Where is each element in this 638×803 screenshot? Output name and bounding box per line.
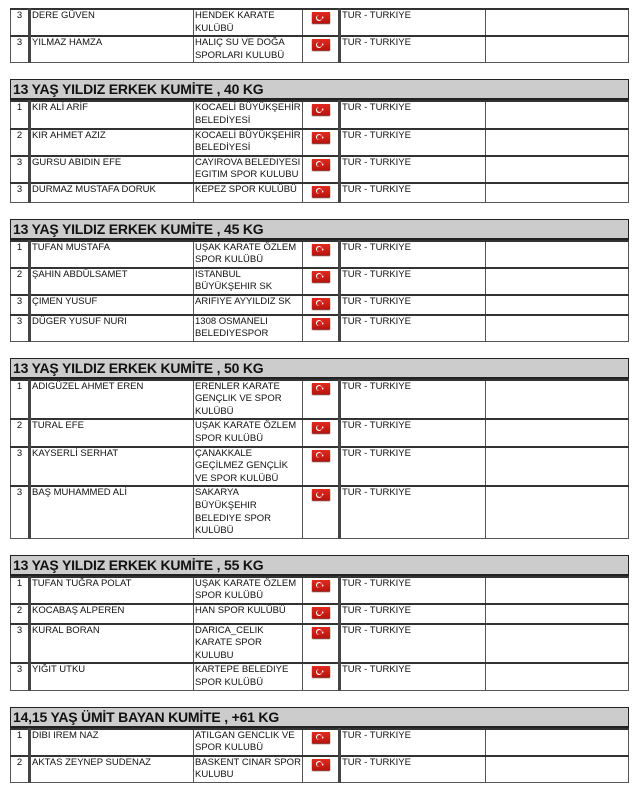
club-cell: UŞAK KARATE ÖZLEM SPOR KULÜBÜ (194, 241, 303, 268)
rank-cell: 1 (11, 577, 30, 604)
table-row (11, 604, 629, 624)
empty-cell (486, 101, 629, 128)
turkey-flag-icon (312, 298, 330, 309)
club-cell: HAN SPOR KULÜBÜ (194, 604, 303, 624)
table-row (11, 663, 629, 690)
category-header: 13 YAŞ YILDIZ ERKEK KUMİTE , 50 KG (10, 358, 629, 379)
flag-cell (303, 624, 340, 664)
athlete-name-cell: TUFAN TUĞRA POLAT (30, 577, 194, 604)
rank-cell: 3 (11, 663, 30, 690)
flag-cell (303, 295, 340, 315)
section-gap (10, 63, 629, 79)
empty-cell (486, 268, 629, 295)
table-row (11, 729, 629, 756)
results-table (10, 100, 629, 202)
rank-cell: 3 (11, 295, 30, 315)
turkey-flag-icon (312, 104, 330, 115)
section-gap (10, 539, 629, 555)
table-row (11, 156, 629, 183)
flag-cell (303, 663, 340, 690)
rank-cell: 2 (11, 129, 30, 156)
results-table (10, 8, 629, 63)
category-section (10, 555, 629, 691)
flag-cell (303, 756, 340, 783)
empty-cell (486, 447, 629, 487)
club-cell: CAYIROVA BELEDIYESI EGITIM SPOR KULUBU (194, 156, 303, 183)
athlete-name-cell: DERE GÜVEN (30, 9, 194, 36)
turkey-flag-icon (312, 666, 330, 677)
table-row (11, 315, 629, 342)
country-cell: TUR - TURKIYE (340, 156, 486, 183)
table-row (11, 419, 629, 446)
club-cell: UŞAK KARATE ÖZLEM SPOR KULÜBÜ (194, 419, 303, 446)
empty-cell (486, 241, 629, 268)
rank-cell: 2 (11, 268, 30, 295)
turkey-flag-icon (312, 383, 330, 394)
flag-cell (303, 9, 340, 36)
empty-cell (486, 36, 629, 63)
turkey-flag-icon (312, 607, 330, 618)
athlete-name-cell: BAŞ MUHAMMED ALİ (30, 486, 194, 538)
empty-cell (486, 663, 629, 690)
rank-cell: 2 (11, 604, 30, 624)
club-cell: SAKARYA BÜYÜKŞEHIR BELEDIYE SPOR KULÜBÜ (194, 486, 303, 538)
turkey-flag-icon (312, 627, 330, 638)
rank-cell: 3 (11, 315, 30, 342)
club-cell: KARTEPE BELEDIYE SPOR KULÜBÜ (194, 663, 303, 690)
club-cell: ARIFIYE AYYILDIZ SK (194, 295, 303, 315)
turkey-flag-icon (312, 39, 330, 50)
turkey-flag-icon (312, 132, 330, 143)
results-table (10, 728, 629, 783)
empty-cell (486, 295, 629, 315)
rank-cell: 1 (11, 101, 30, 128)
rank-cell: 1 (11, 241, 30, 268)
empty-cell (486, 624, 629, 664)
flag-cell (303, 380, 340, 420)
section-gap (10, 203, 629, 219)
table-row (11, 268, 629, 295)
athlete-name-cell: GURSU ABIDIN EFE (30, 156, 194, 183)
category-section (10, 79, 629, 202)
rank-cell: 2 (11, 756, 30, 783)
turkey-flag-icon (312, 12, 330, 23)
country-cell: TUR - TURKIYE (340, 183, 486, 202)
table-row (11, 295, 629, 315)
turkey-flag-icon (312, 450, 330, 461)
athlete-name-cell: DURMAZ MUSTAFA DORUK (30, 183, 194, 202)
empty-cell (486, 577, 629, 604)
country-cell: TUR - TURKIYE (340, 756, 486, 783)
rank-cell: 3 (11, 9, 30, 36)
athlete-name-cell: AKTAS ZEYNEP SUDENAZ (30, 756, 194, 783)
rank-cell: 1 (11, 729, 30, 756)
club-cell: KEPEZ SPOR KULÜBÜ (194, 183, 303, 202)
country-cell: TUR - TURKIYE (340, 729, 486, 756)
athlete-name-cell: KOCABAŞ ALPEREN (30, 604, 194, 624)
empty-cell (486, 756, 629, 783)
flag-cell (303, 486, 340, 538)
athlete-name-cell: ÇIMEN YUSUF (30, 295, 194, 315)
flag-cell (303, 129, 340, 156)
category-section (10, 358, 629, 539)
flag-cell (303, 604, 340, 624)
country-cell: TUR - TURKIYE (340, 604, 486, 624)
athlete-name-cell: KAYSERLİ SERHAT (30, 447, 194, 487)
club-cell: KOCAELİ BÜYÜKŞEHİR BELEDİYESİ (194, 129, 303, 156)
turkey-flag-icon (312, 159, 330, 170)
country-cell: TUR - TURKIYE (340, 486, 486, 538)
club-cell: 1308 OSMANELI BELEDIYESPOR (194, 315, 303, 342)
country-cell: TUR - TURKIYE (340, 419, 486, 446)
athlete-name-cell: ADIGÜZEL AHMET EREN (30, 380, 194, 420)
club-cell: DARICA_CELIK KARATE SPOR KULUBU (194, 624, 303, 664)
table-row (11, 577, 629, 604)
club-cell: HALIÇ SU VE DOĞA SPORLARI KULUBÜ (194, 36, 303, 63)
country-cell: TUR - TURKIYE (340, 129, 486, 156)
club-cell: ISTANBUL BÜYÜKŞEHIR SK (194, 268, 303, 295)
turkey-flag-icon (312, 186, 330, 197)
athlete-name-cell: KURAL BORAN (30, 624, 194, 664)
club-cell: UŞAK KARATE ÖZLEM SPOR KULÜBÜ (194, 577, 303, 604)
athlete-name-cell: ŞAHIN ABDÜLSAMET (30, 268, 194, 295)
athlete-name-cell: YIĞIT UTKU (30, 663, 194, 690)
results-document (10, 8, 629, 783)
category-section (10, 707, 629, 783)
country-cell: TUR - TURKIYE (340, 241, 486, 268)
flag-cell (303, 577, 340, 604)
rank-cell: 3 (11, 183, 30, 202)
section-gap (10, 342, 629, 358)
club-cell: HENDEK KARATE KULÜBÜ (194, 9, 303, 36)
country-cell: TUR - TURKIYE (340, 447, 486, 487)
club-cell: BASKENT CINAR SPOR KULUBU (194, 756, 303, 783)
country-cell: TUR - TURKIYE (340, 9, 486, 36)
table-row (11, 624, 629, 664)
turkey-flag-icon (312, 318, 330, 329)
table-row (11, 36, 629, 63)
country-cell: TUR - TURKIYE (340, 624, 486, 664)
turkey-flag-icon (312, 244, 330, 255)
table-row (11, 241, 629, 268)
empty-cell (486, 419, 629, 446)
empty-cell (486, 486, 629, 538)
athlete-name-cell: TUFAN MUSTAFA (30, 241, 194, 268)
country-cell: TUR - TURKIYE (340, 315, 486, 342)
flag-cell (303, 315, 340, 342)
category-header: 14,15 YAŞ ÜMİT BAYAN KUMİTE , +61 KG (10, 707, 629, 728)
section-gap (10, 691, 629, 707)
rank-cell: 3 (11, 486, 30, 538)
flag-cell (303, 268, 340, 295)
rank-cell: 3 (11, 36, 30, 63)
turkey-flag-icon (312, 759, 330, 770)
flag-cell (303, 101, 340, 128)
country-cell: TUR - TURKIYE (340, 663, 486, 690)
country-cell: TUR - TURKIYE (340, 295, 486, 315)
turkey-flag-icon (312, 271, 330, 282)
country-cell: TUR - TURKIYE (340, 380, 486, 420)
country-cell: TUR - TURKIYE (340, 36, 486, 63)
rank-cell: 3 (11, 624, 30, 664)
empty-cell (486, 604, 629, 624)
category-section (10, 8, 629, 63)
club-cell: ÇANAKKALE GEÇİLMEZ GENÇLİK VE SPOR KULÜBÜ (194, 447, 303, 487)
table-row (11, 101, 629, 128)
athlete-name-cell: DIBI IREM NAZ (30, 729, 194, 756)
country-cell: TUR - TURKIYE (340, 268, 486, 295)
turkey-flag-icon (312, 732, 330, 743)
category-header: 13 YAŞ YILDIZ ERKEK KUMİTE , 40 KG (10, 79, 629, 100)
empty-cell (486, 129, 629, 156)
athlete-name-cell: KIR AHMET AZIZ (30, 129, 194, 156)
flag-cell (303, 419, 340, 446)
flag-cell (303, 183, 340, 202)
flag-cell (303, 447, 340, 487)
results-table (10, 576, 629, 691)
flag-cell (303, 241, 340, 268)
table-row (11, 129, 629, 156)
empty-cell (486, 729, 629, 756)
table-row (11, 486, 629, 538)
empty-cell (486, 380, 629, 420)
turkey-flag-icon (312, 422, 330, 433)
athlete-name-cell: YILMAZ HAMZA (30, 36, 194, 63)
rank-cell: 1 (11, 380, 30, 420)
country-cell: TUR - TURKIYE (340, 101, 486, 128)
club-cell: ATILGAN GENCLIK VE SPOR KULUBÜ (194, 729, 303, 756)
empty-cell (486, 156, 629, 183)
category-header: 13 YAŞ YILDIZ ERKEK KUMİTE , 45 KG (10, 219, 629, 240)
flag-cell (303, 156, 340, 183)
club-cell: ERENLER KARATE GENÇLIK VE SPOR KULÜBÜ (194, 380, 303, 420)
table-row (11, 447, 629, 487)
category-section (10, 219, 629, 342)
empty-cell (486, 9, 629, 36)
category-header: 13 YAŞ YILDIZ ERKEK KUMİTE , 55 KG (10, 555, 629, 576)
table-row (11, 756, 629, 783)
turkey-flag-icon (312, 580, 330, 591)
table-row (11, 9, 629, 36)
empty-cell (486, 183, 629, 202)
athlete-name-cell: KIR ALİ ARİF (30, 101, 194, 128)
results-table (10, 240, 629, 342)
athlete-name-cell: TURAL EFE (30, 419, 194, 446)
results-table (10, 379, 629, 539)
country-cell: TUR - TURKIYE (340, 577, 486, 604)
empty-cell (486, 315, 629, 342)
table-row (11, 183, 629, 202)
flag-cell (303, 36, 340, 63)
rank-cell: 3 (11, 156, 30, 183)
rank-cell: 2 (11, 419, 30, 446)
rank-cell: 3 (11, 447, 30, 487)
flag-cell (303, 729, 340, 756)
table-row (11, 380, 629, 420)
athlete-name-cell: DÜGER YUSUF NURI (30, 315, 194, 342)
turkey-flag-icon (312, 489, 330, 500)
club-cell: KOCAELİ BÜYÜKŞEHİR BELEDİYESİ (194, 101, 303, 128)
